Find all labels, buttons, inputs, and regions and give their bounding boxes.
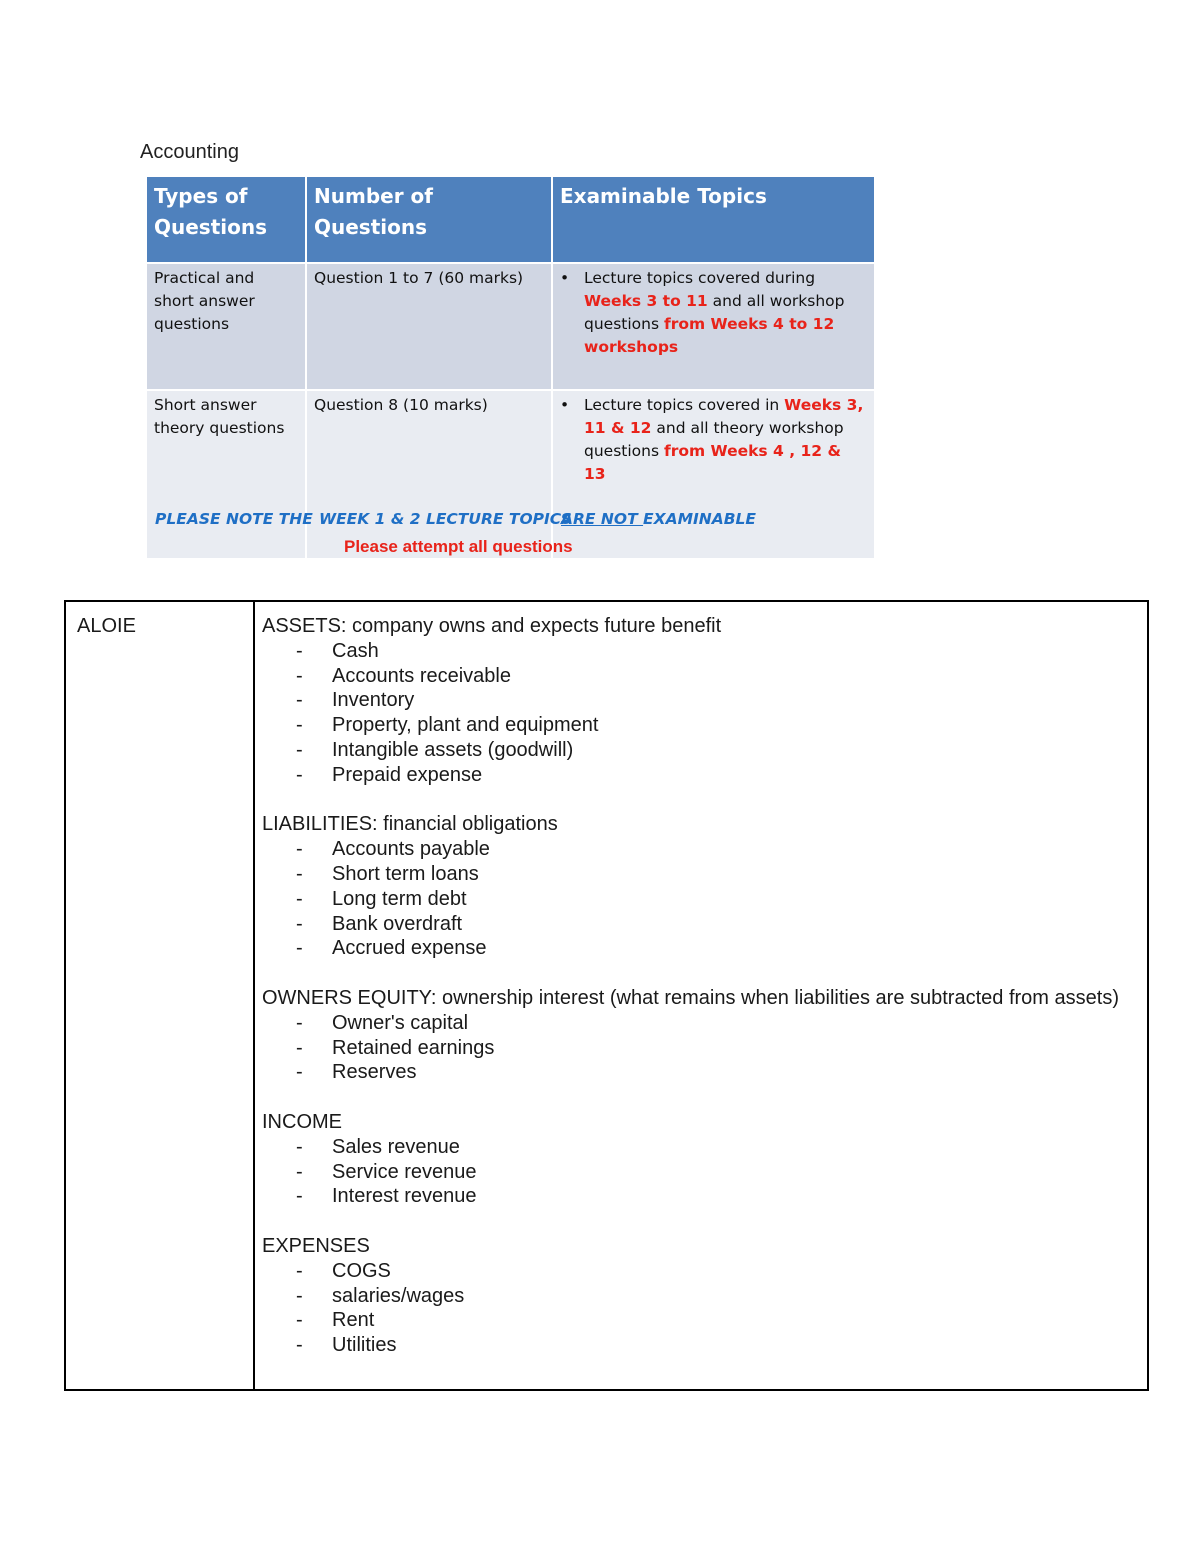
dash-bullet-icon: - (296, 1309, 303, 1332)
exam-structure-table (147, 177, 874, 558)
aloie-label: ALOIE (66, 602, 255, 1389)
dash-bullet-icon: - (296, 1135, 303, 1158)
note-part-2: WEEK 1 & 2 LECTURE TOPICS (319, 510, 572, 528)
aloie-notes-table (64, 600, 1149, 1391)
list-item-text: Intangible assets (goodwill) (332, 738, 574, 761)
list-item-text: Long term debt (332, 887, 467, 910)
list-item (262, 713, 1122, 738)
examinable-topics-cell (552, 390, 874, 558)
weeks-highlight: Weeks 3, 11 & 12 (584, 396, 864, 437)
weeks-highlight: Weeks 3 to 11 (584, 292, 708, 310)
list-item (262, 1011, 1122, 1036)
attempt-all-notice: Please attempt all questions (344, 537, 573, 556)
list-item-text: Accrued expense (332, 937, 487, 960)
list-item-text: Prepaid expense (332, 763, 483, 786)
list-item-text: Accounts receivable (332, 664, 511, 687)
header-number-of-questions: Number of Questions (306, 177, 552, 263)
list-item (262, 1333, 1122, 1358)
dash-bullet-icon: - (296, 1061, 303, 1084)
dash-bullet-icon: - (296, 912, 303, 935)
list-item-text: salaries/wages (332, 1284, 465, 1307)
section-heading: ASSETS: company owns and expects future benefit (262, 615, 722, 637)
list-item (262, 1284, 1122, 1309)
weeks-highlight: from Weeks 4 to 12 workshops (584, 315, 835, 356)
list-item (262, 862, 1122, 887)
notes-section (262, 812, 1122, 961)
dash-bullet-icon: - (296, 1334, 303, 1357)
table-row (147, 263, 874, 390)
notes-section (262, 1234, 1122, 1358)
list-item-text: Accounts payable (332, 838, 490, 861)
dash-bullet-icon: - (296, 937, 303, 960)
dash-bullet-icon: - (296, 887, 303, 910)
list-item (262, 1060, 1122, 1085)
list-item (262, 912, 1122, 937)
topic-text: Lecture topics covered in Weeks 3, 11 & 12 and all theory workshop questions from Weeks 4 , 12 & 13 (584, 396, 864, 483)
list-item (262, 1308, 1122, 1333)
list-item-text: Service revenue (332, 1160, 477, 1183)
notes-section (262, 614, 1122, 788)
list-item-text: Cash (332, 639, 379, 662)
dash-bullet-icon: - (296, 1160, 303, 1183)
exam-structure-image (147, 177, 874, 558)
list-item-text: Retained earnings (332, 1036, 495, 1059)
dash-bullet-icon: - (296, 763, 303, 786)
question-type-cell: Practical and short answer questions (147, 263, 306, 390)
section-heading: INCOME (262, 1110, 342, 1133)
list-item-text: Rent (332, 1309, 375, 1332)
list-item-text: Property, plant and equipment (332, 714, 599, 737)
section-heading: OWNERS EQUITY: ownership interest (what remains when liabilities are subtracted from assets) (262, 986, 1119, 1009)
weeks-highlight: from Weeks 4 , 12 & 13 (584, 442, 842, 483)
list-item-text: Interest revenue (332, 1185, 477, 1208)
list-item-text: COGS (332, 1259, 391, 1282)
list-item (262, 1160, 1122, 1185)
question-number-cell: Question 1 to 7 (60 marks) (306, 263, 552, 390)
dash-bullet-icon: - (296, 1284, 303, 1307)
bullet-icon: • (560, 269, 570, 287)
note-part-1: PLEASE NOTE THE (155, 510, 313, 528)
list-item (262, 1036, 1122, 1061)
list-item-text: Bank overdraft (332, 912, 463, 935)
list-item-text: Utilities (332, 1334, 397, 1357)
topic-text: Lecture topics covered during Weeks 3 to 11 and all workshop questions from Weeks 4 to 12 workshops (584, 269, 845, 356)
dash-bullet-icon: - (296, 714, 303, 737)
list-item-text: Inventory (332, 689, 415, 712)
notes-section (262, 1110, 1122, 1209)
notes-section (262, 986, 1122, 1085)
header-examinable-topics: Examinable Topics (552, 177, 874, 263)
list-item (262, 763, 1122, 788)
list-item (262, 837, 1122, 862)
list-item (262, 1259, 1122, 1284)
list-item (262, 1135, 1122, 1160)
examinable-topics-cell (552, 263, 874, 390)
header-types-of-questions: Types of Questions (147, 177, 306, 263)
section-heading: LIABILITIES: financial obligations (262, 813, 558, 836)
dash-bullet-icon: - (296, 738, 303, 761)
dash-bullet-icon: - (296, 639, 303, 662)
list-item (262, 664, 1122, 689)
exam-table-header-row (147, 177, 874, 263)
dash-bullet-icon: - (296, 1185, 303, 1208)
note-part-3: ARE NOT EXAMINABLE (561, 510, 757, 528)
document-heading: Accounting (140, 141, 239, 163)
list-item (262, 1184, 1122, 1209)
list-item-text: Short term loans (332, 862, 479, 885)
list-item (262, 738, 1122, 763)
list-item (262, 639, 1122, 664)
question-type-cell: Short answer theory questions (147, 390, 306, 558)
list-item-text: Reserves (332, 1061, 417, 1084)
dash-bullet-icon: - (296, 862, 303, 885)
bullet-icon: • (560, 396, 570, 414)
list-item-text: Owner's capital (332, 1011, 469, 1034)
list-item (262, 936, 1122, 961)
list-item (262, 887, 1122, 912)
dash-bullet-icon: - (296, 689, 303, 712)
aloie-content (255, 602, 1122, 1389)
dash-bullet-icon: - (296, 1011, 303, 1034)
dash-bullet-icon: - (296, 664, 303, 687)
dash-bullet-icon: - (296, 1036, 303, 1059)
dash-bullet-icon: - (296, 1259, 303, 1282)
list-item-text: Sales revenue (332, 1135, 460, 1158)
dash-bullet-icon: - (296, 838, 303, 861)
section-heading: EXPENSES (262, 1234, 370, 1257)
table-row (147, 390, 874, 558)
question-number-cell: Question 8 (10 marks) (306, 390, 552, 558)
list-item (262, 688, 1122, 713)
